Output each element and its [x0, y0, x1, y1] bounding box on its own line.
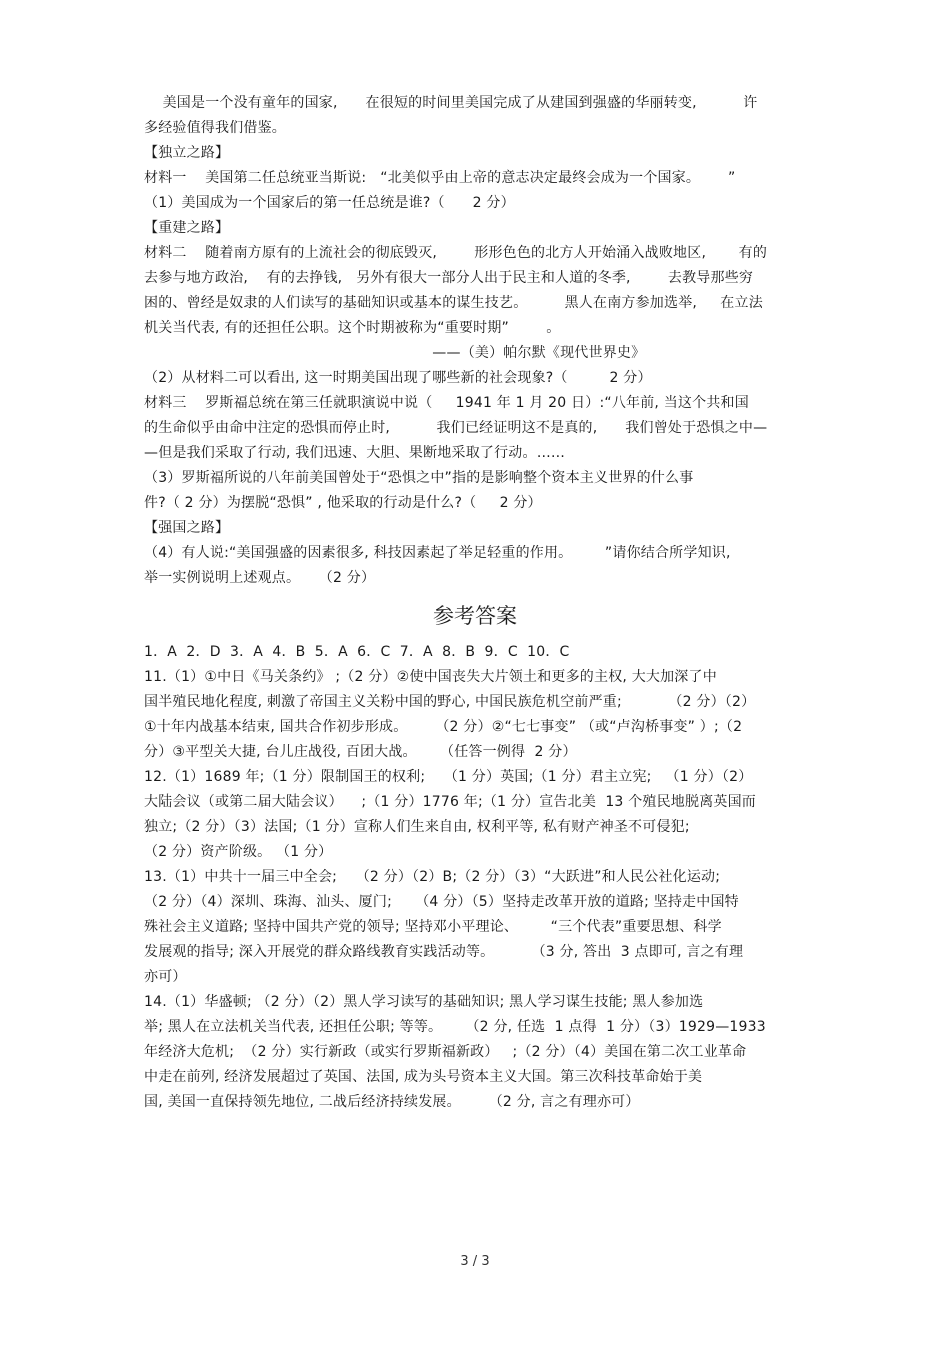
answer-line: 12.（1）1689 年;（1 分）限制国王的权利; （1 分）英国;（1 分）君主立宪; （1 分）（2）: [144, 769, 753, 785]
text-line: 美国是一个没有童年的国家, 在很短的时间里美国完成了从建国到强盛的华丽转变, 许: [144, 95, 758, 111]
answer-line: 发展观的指导; 深入开展党的群众路线教育实践活动等。 （3 分, 答出 3 点即可, 言之有理: [144, 944, 744, 960]
answer-line: 殊社会主义道路; 坚持中国共产党的领导; 坚持邓小平理论、 “三个代表”重要思想、科学: [144, 919, 722, 935]
text-line: （3）罗斯福所说的八年前美国曾处于“恐惧之中”指的是影响整个资本主义世界的什么事: [144, 470, 694, 486]
answer-line: 国, 美国一直保持领先地位, 二战后经济持续发展。 （2 分, 言之有理亦可）: [144, 1094, 640, 1110]
text-line: 材料一 美国第二任总统亚当斯说: “北美似乎由上帝的意志决定最终会成为一个国家。 ”: [144, 170, 736, 186]
text-line: 去参与地方政治, 有的去挣钱, 另外有很大一部分人出于民主和人道的冬季, 去教导那些穷: [144, 270, 754, 286]
text-line: （1）美国成为一个国家后的第一任总统是谁?（ 2 分）: [144, 195, 515, 211]
text-line: 的生命似乎由命中注定的恐惧而停止时, 我们已经证明这不是真的, 我们曾处于恐惧之中—: [144, 420, 768, 436]
text-line: 材料二 随着南方原有的上流社会的彻底毁灭, 形形色色的北方人开始涌入战败地区, 有的: [144, 245, 768, 261]
answer-line: 中走在前列, 经济发展超过了英国、法国, 成为头号资本主义大国。第三次科技革命始于美: [144, 1069, 703, 1085]
text-line: 【重建之路】: [144, 220, 230, 236]
text-line: 困的、曾经是奴隶的人们读写的基础知识或基本的谋生技艺。 黑人在南方参加选举, 在立法: [144, 295, 763, 311]
answer-line: 亦可）: [144, 969, 187, 985]
answer-line: 大陆会议（或第二届大陆会议） ;（1 分）1776 年;（1 分）宣告北美 13 个殖民地脱离英国而: [144, 794, 756, 810]
page-number: 3 / 3: [460, 1254, 490, 1269]
answer-line: （2 分）（4）深圳、珠海、汕头、厦门; （4 分）（5）坚持走改革开放的道路; 坚持走中国特: [144, 894, 739, 910]
text-line: 【强国之路】: [144, 520, 230, 536]
text-line: ——（美）帕尔默《现代世界史》: [144, 345, 646, 361]
answer-line: 独立;（2 分）（3）法国;（1 分）宣称人们生来自由, 权利平等, 私有财产神圣不可侵犯;: [144, 819, 690, 835]
text-line: 机关当代表, 有的还担任公职。这个时期被称为“重要时期” 。: [144, 320, 561, 336]
answer-line: （2 分）资产阶级。 （1 分）: [144, 844, 333, 860]
text-line: 件?（ 2 分）为摆脱“恐惧” , 他采取的行动是什么?（ 2 分）: [144, 495, 542, 511]
answer-line: 国半殖民地化程度, 刺激了帝国主义关粉中国的野心, 中国民族危机空前严重; （2 分）（2）: [144, 694, 756, 710]
text-line: 【独立之路】: [144, 145, 230, 161]
answer-line: 分）③平型关大捷, 台儿庄战役, 百团大战。 （任答一例得 2 分）: [144, 744, 577, 760]
answer-section-title: 参考答案: [433, 604, 517, 628]
text-line: 举一实例说明上述观点。 （2 分）: [144, 570, 376, 586]
answer-line: 1．A 2．D 3．A 4．B 5．A 6．C 7．A 8．B 9．C 10．C: [144, 644, 570, 660]
answer-line: 13.（1）中共十一届三中全会; （2 分）（2）B;（2 分）（3）“大跃进”和人民公社化运动;: [144, 869, 721, 885]
text-line: 多经验值得我们借鉴。: [144, 120, 286, 136]
text-line: 材料三 罗斯福总统在第三任就职演说中说（ 1941 年 1 月 20 日）:“八年前, 当这个共和国: [144, 395, 749, 411]
answer-line: 11.（1）①中日《马关条约》 ;（2 分）②使中国丧失大片领土和更多的主权, 大大加深了中: [144, 669, 717, 685]
answer-line: 14.（1）华盛顿; （2 分）（2）黑人学习读写的基础知识; 黑人学习谋生技能; 黑人参加选: [144, 994, 704, 1010]
answer-line: 举; 黑人在立法机关当代表, 还担任公职; 等等。 （2 分, 任选 1 点得 1 分）（3）1929—1933: [144, 1019, 766, 1035]
text-line: （2）从材料二可以看出, 这一时期美国出现了哪些新的社会现象?（ 2 分）: [144, 370, 652, 386]
answer-line: 年经济大危机; （2 分）实行新政（或实行罗斯福新政） ;（2 分）（4）美国在第二次工业革命: [144, 1044, 747, 1060]
text-line: —但是我们采取了行动, 我们迅速、大胆、果断地采取了行动。……: [144, 445, 566, 461]
text-line: （4）有人说:“美国强盛的因素很多, 科技因素起了举足轻重的作用。 ”请你结合所学知识,: [144, 545, 731, 561]
answer-line: ①十年内战基本结束, 国共合作初步形成。 （2 分）②“七七事变” （或“卢沟桥事变” ）;（2: [144, 719, 743, 735]
